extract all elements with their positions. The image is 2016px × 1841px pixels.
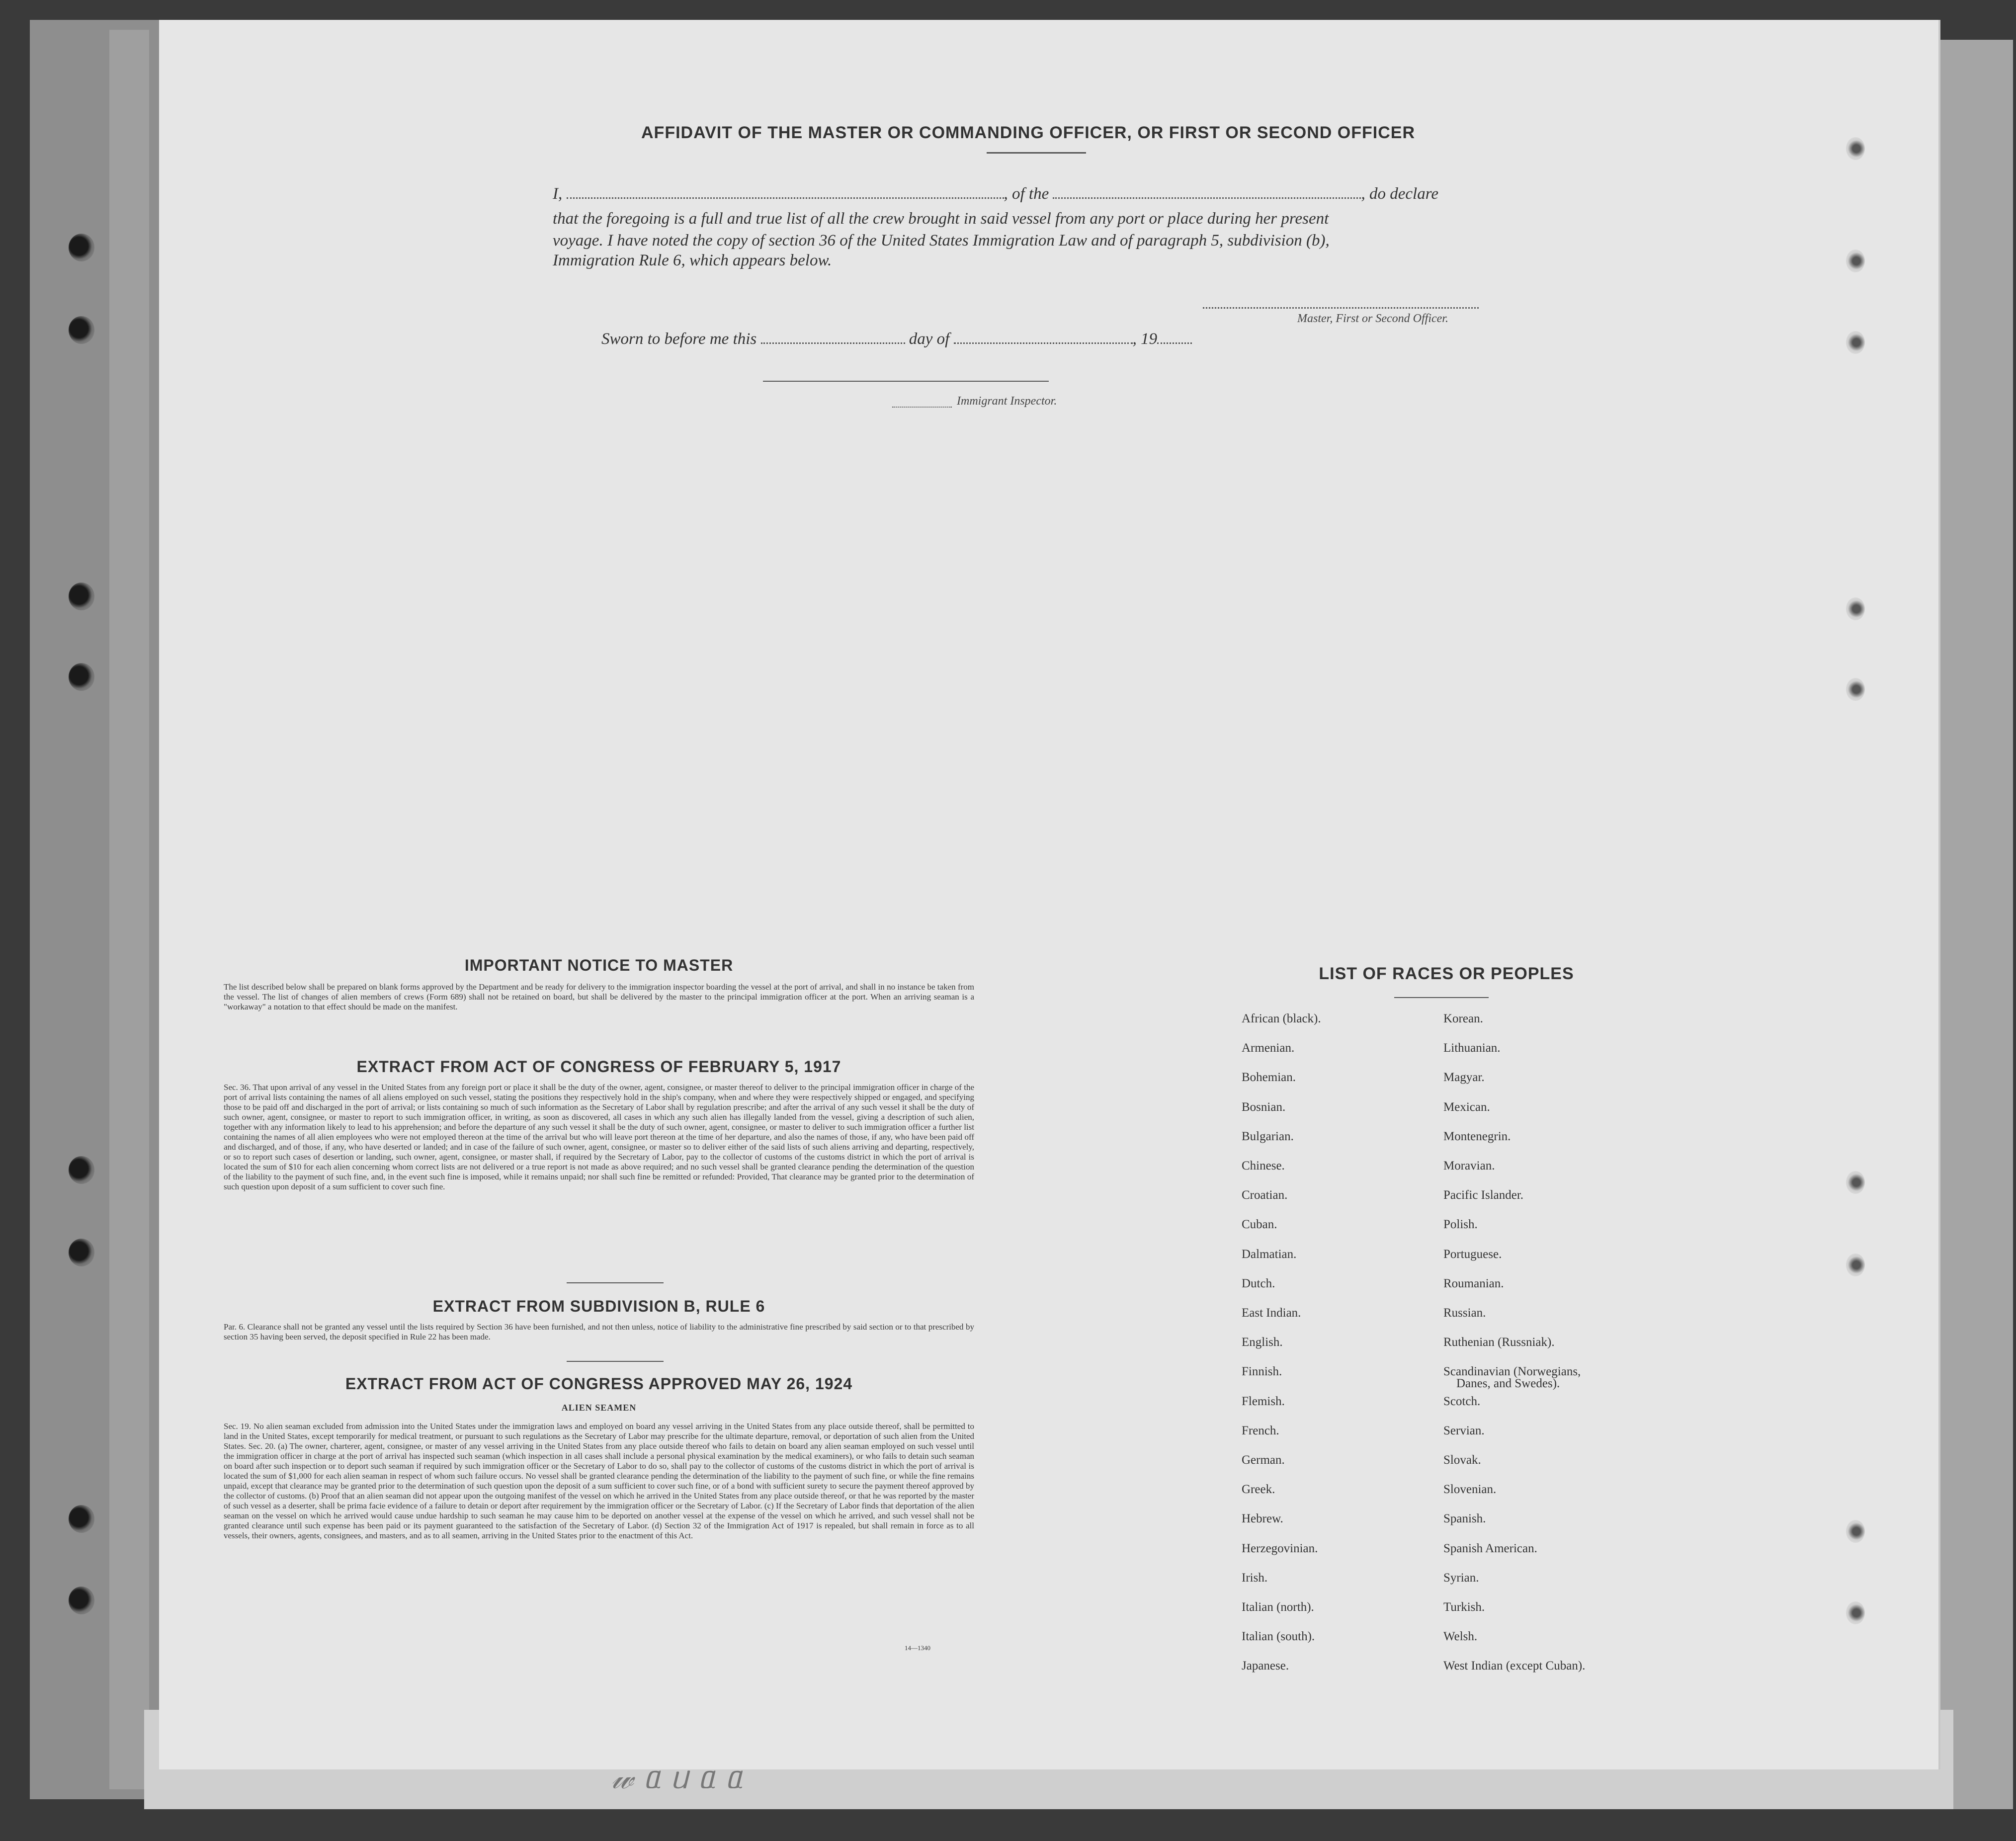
binder-hole-icon [69,1505,94,1533]
race-item: Montenegrin. [1443,1129,1511,1143]
race-item-continuation: Danes, and Swedes). [1456,1377,1560,1390]
section-rule [567,1282,664,1283]
title-rule [987,152,1086,154]
race-item: Pacific Islander. [1443,1188,1524,1202]
race-item: Bohemian. [1242,1071,1296,1085]
vessel-prefix: , of the [1004,185,1049,203]
binder-hole-icon [69,316,94,344]
race-item: Hebrew. [1242,1512,1283,1526]
vessel-name-field[interactable] [1053,197,1361,199]
race-item: Roumanian. [1443,1276,1504,1290]
page-edge-right [1933,40,2013,1809]
extract-1917-body: Sec. 36. That upon arrival of any vessel in the United States from any foreign port or place it shall be the duty of the owner, agent, consignee, or master thereof to deliver to the principal immigration officer in charge of the port of arrival lists containing the names of all aliens employed on such vessel, stating the positions they respectively hold in the ship's company, when and where they were respectively shipped or engaged, and specifying those to be paid off and discharged in the port of arrival; or lists containing so much of such information as the Secretary of Labor shall by regulation prescribe; and after the arrival of any such vessel it shall be the duty of such owner, agent, consignee, or master to report to such immigration officer, in writing, as soon as discovered, all cases in which any such alien has illegally landed from the vessel, giving a description of such alien, together with any information likely to lead to his apprehension; and before the departure of any such vessel it shall be the duty of such owner, agent, consignee, or master to deliver to such immigration officer a further list containing the names of all alien employees who were not employed thereon at the time of the arrival but who will leave port thereon at the time of her departure, and also the names of those, if any, who have been paid off and discharged, and of those, if any, who have deserted or landed; and in case of the failure of such owner, agent, consignee, or master so to deliver either of the said lists of such aliens arriving and departing, respectively, or so to report such cases of desertion or landing, such owner, agent, consignee, or master shall, if required by the Secretary of Labor, pay to the collector of customs of the customs district in which the port of arrival is located the sum of $10 for each alien concerning whom correct lists are not delivered or a true report is not made as above required; and no such vessel shall be granted clearance pending the determination of the question of the liability to the payment of such fine, and, in the event such fine is imposed, while it remains unpaid; nor shall such fine be remitted or refunded: Provided, That clearance may be granted prior to the determination of such question upon deposit of a sum sufficient to cover such fine. [224,1083,974,1191]
race-item: Moravian. [1443,1159,1495,1172]
page-hole-icon [1846,137,1865,160]
race-item: Bulgarian. [1242,1129,1294,1143]
page-hole-icon [1846,250,1865,272]
affidavit-line-3: voyage. I have noted the copy of section 36 of the United States Immigration Law and of paragraph 5, subdivision (b), [553,232,1330,250]
race-item: Servian. [1443,1423,1485,1437]
extract-1924-subtitle: ALIEN SEAMEN [561,1403,637,1413]
sworn-year-prefix: , 19 [1132,330,1158,348]
binder-hole-icon [69,1239,94,1266]
races-title: LIST OF RACES OR PEOPLES [1319,964,1574,983]
page-hole-icon [1846,1171,1865,1194]
extract-1924-body: Sec. 19. No alien seaman excluded from admission into the United States under the immigration laws and employed on board any vessel arriving in the United States from any place outside thereof, shall be permitted to land in the United States, except temporarily for medical treatment, or pursuant to such regulations as the Secretary of Labor may prescribe for the ultimate departure, removal, or deportation of such alien from the United States. Sec. 20. (a) The owner, charterer, agent, consignee, or master of any vessel arriving in the United States from any place outside thereof who fails to detain on board any alien seaman employed on such vessel until the immigration officer in charge at the port of arrival has inspected such seaman (which inspection in all cases shall include a personal physical examination by the medical examiners), or who fails to detain such seaman on board after such inspection or to deport such seaman if required by such immigration officer or the Secretary of Labor to do so, shall pay to the collector of customs of the customs district in which the port of arrival is located the sum of $1,000 for each alien seaman in respect of whom such failure occurs. No vessel shall be granted clearance pending the determination of the liability to the payment of such fine, or while the fine remains unpaid, except that clearance may be granted prior to the determination of such question upon the deposit of a sum sufficient to cover such fine, or of a bond with sufficient surety to secure the payment thereof approved by the collector of customs. (b) Proof that an alien seaman did not appear upon the outgoing manifest of the vessel on which he arrived in the United States from any place outside thereof, or that he was reported by the master of such vessel as a deserter, shall be prima facie evidence of a failure to detain or deport after requirement by the immigration officer or the Secretary of Labor. (c) If the Secretary of Labor finds that deportation of the alien seaman on the vessel on which he arrived would cause undue hardship to such seaman he may cause him to be deported on another vessel at the expense of the vessel on which he arrived, and such vessel shall not be granted clearance until such expense has been paid or its payment guaranteed to the satisfaction of the Secretary of Labor. (d) Section 32 of the Immigration Act of 1917 is repealed, but shall remain in force as to all vessels, their owners, agents, consignees, and masters, and as to all seamen, arriving in the United States prior to the enactment of this Act. [224,1422,974,1540]
master-signature-field[interactable] [1203,307,1479,309]
race-item: Slovak. [1443,1453,1481,1467]
binder-hole-icon [69,234,94,261]
race-item: Slovenian. [1443,1483,1497,1497]
race-item: Herzegovinian. [1242,1541,1318,1555]
section-rule [567,1361,664,1362]
inspector-dots [892,407,952,408]
sworn-year-field[interactable] [1157,342,1192,344]
race-item: African (black). [1242,1012,1321,1025]
rule-6-body: Par. 6. Clearance shall not be granted any vessel until the lists required by Section 36 have been furnished, and not then unless, notice of liability to the administrative fine prescribed by said section or to that prescribed by section 35 having been served, the deposit specified in Rule 22 has been made. [224,1322,974,1341]
race-item: Flemish. [1242,1394,1285,1408]
declarant-name-field[interactable] [567,197,1004,199]
race-item: Bosnian. [1242,1100,1286,1114]
extract-1924-title: EXTRACT FROM ACT OF CONGRESS APPROVED MAY 26, 1924 [345,1375,853,1393]
race-item: French. [1242,1423,1279,1437]
race-item: Armenian. [1242,1041,1295,1055]
race-item: Ruthenian (Russniak). [1443,1336,1555,1349]
race-item: Cuban. [1242,1218,1277,1232]
race-item: Russian. [1443,1306,1486,1320]
inspector-label: Immigrant Inspector. [957,395,1057,408]
race-item: Greek. [1242,1483,1275,1497]
rule-6-title: EXTRACT FROM SUBDIVISION B, RULE 6 [432,1297,765,1315]
form-number: 14—1340 [905,1644,930,1652]
extract-1917-title: EXTRACT FROM ACT OF CONGRESS OF FEBRUARY 5, 1917 [356,1058,841,1076]
notice-body: The list described below shall be prepared on blank forms approved by the Department and be ready for delivery to the immigration inspector boarding the vessel at the port of arrival, and shall in no instance be taken from the vessel. The list of changes of alien members of crews (Form 689) shall not be retained on board, but shall be delivered by the master to the principal immigration officer at the port. When an arriving seaman is a "workaway" a notation to that effect should be made on the manifest. [224,982,974,1011]
binder-hole-icon [69,1156,94,1184]
race-item: Croatian. [1242,1188,1288,1202]
sworn-prefix: Sworn to before me this [601,330,757,348]
page-hole-icon [1846,1520,1865,1543]
affidavit-line-1 [553,185,1438,203]
page-hole-icon [1846,597,1865,620]
affidavit-line-4: Immigration Rule 6, which appears below. [553,251,832,269]
race-item: English. [1242,1336,1283,1349]
race-item: Portuguese. [1443,1247,1502,1261]
handwritten-scribble: 𝓌 ᥲ ᥙ ᥲ ᥲ [611,1759,743,1796]
race-item: Dalmatian. [1242,1247,1297,1261]
binder-hole-icon [69,1587,94,1614]
sworn-day-field[interactable] [761,342,905,344]
notice-title: IMPORTANT NOTICE TO MASTER [464,956,734,974]
race-item: Japanese. [1242,1659,1289,1673]
race-item: Spanish American. [1443,1541,1537,1555]
race-item: Turkish. [1443,1600,1485,1614]
master-signature-label: Master, First or Second Officer. [1297,312,1448,325]
race-item: Scandinavian (Norwegians, [1443,1365,1581,1379]
affidavit-line-2: that the foregoing is a full and true list of all the crew brought in said vessel from any port or place during her present [553,210,1329,228]
race-item: Korean. [1443,1012,1483,1025]
declarant-prefix: I, [553,185,563,203]
binder-hole-icon [69,663,94,691]
declare-suffix: , do declare [1361,185,1438,203]
race-item: Spanish. [1443,1512,1486,1526]
affidavit-title: AFFIDAVIT OF THE MASTER OR COMMANDING OFFICER, OR FIRST OR SECOND OFFICER [641,123,1415,142]
race-item: East Indian. [1242,1306,1301,1320]
race-item: Syrian. [1443,1571,1479,1585]
sworn-day-of: day of [909,330,950,348]
race-item: Magyar. [1443,1071,1485,1085]
page-hole-icon [1846,331,1865,354]
binder-hole-icon [69,583,94,610]
race-item: Mexican. [1443,1100,1490,1114]
races-title-rule [1394,997,1489,998]
sworn-month-field[interactable] [954,342,1133,344]
sworn-line [601,330,1192,348]
binder-left-edge [30,20,177,1799]
race-item: German. [1242,1453,1285,1467]
race-item: Welsh. [1443,1630,1478,1644]
race-item: Chinese. [1242,1159,1285,1172]
race-item: Italian (north). [1242,1600,1314,1614]
binder-inner-strip [109,30,149,1789]
page-hole-icon [1846,1601,1865,1624]
race-item: West Indian (except Cuban). [1443,1659,1586,1673]
race-item: Finnish. [1242,1365,1282,1379]
race-item: Polish. [1443,1218,1478,1232]
race-item: Lithuanian. [1443,1041,1501,1055]
page-hole-icon [1846,1254,1865,1276]
inspector-signature-field[interactable] [763,381,1049,382]
race-item: Italian (south). [1242,1630,1315,1644]
race-item: Irish. [1242,1571,1268,1585]
race-item: Dutch. [1242,1276,1275,1290]
page-hole-icon [1846,678,1865,701]
race-item: Scotch. [1443,1394,1481,1408]
